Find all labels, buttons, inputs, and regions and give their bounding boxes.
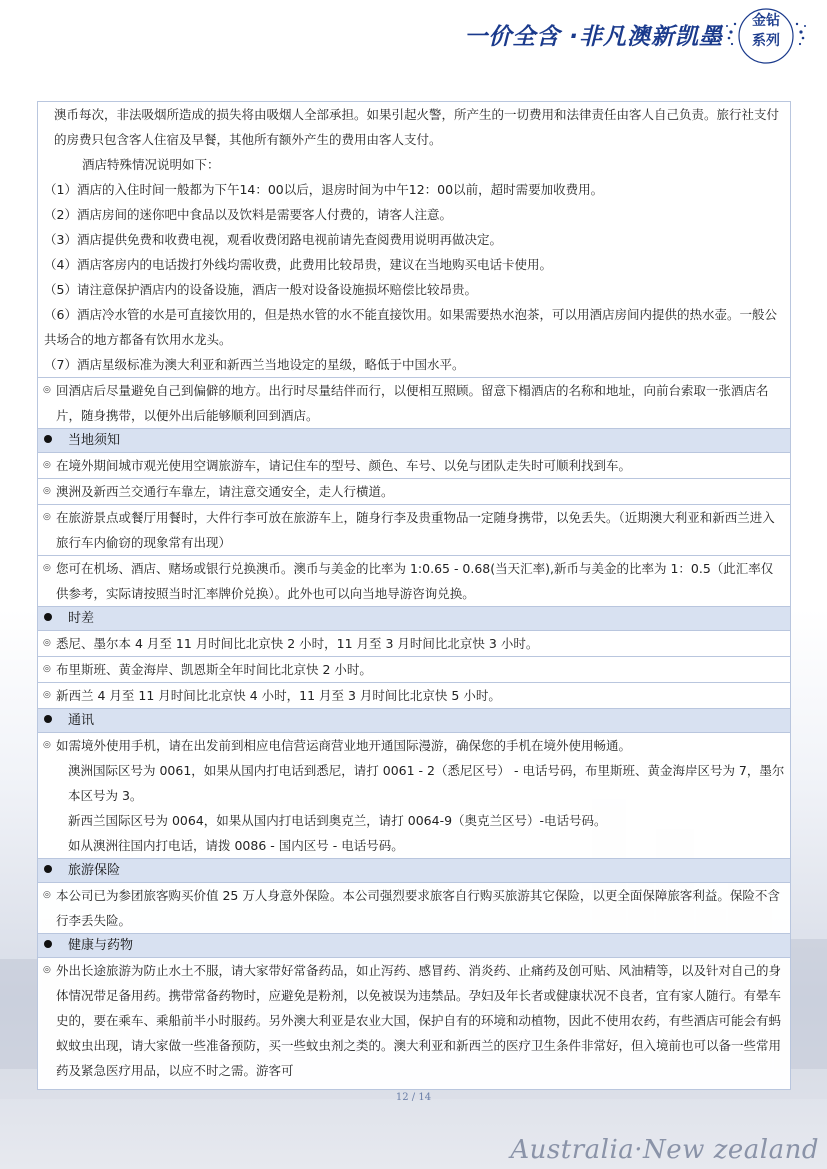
- content-table: [37, 101, 791, 1090]
- bullet-icon: ◎: [43, 690, 51, 700]
- list-item: [38, 657, 790, 683]
- list-item: [38, 733, 790, 758]
- list-item: [38, 505, 790, 556]
- section-marker-icon: [44, 435, 52, 443]
- section-header-local: [38, 429, 790, 453]
- bullet-icon: ◎: [43, 512, 51, 522]
- section-marker-icon: [44, 865, 52, 873]
- bullet-icon: ◎: [43, 486, 51, 496]
- series-label: [746, 11, 786, 51]
- list-item: [38, 683, 790, 709]
- list-item: [38, 958, 790, 1083]
- section-header-insurance: [38, 859, 790, 883]
- hotel-rule-3: （3）酒店提供免费和收费电视，观看收费闭路电视前请先查阅费用说明再做决定。: [44, 232, 502, 247]
- home-dial-info: 如从澳洲往国内打电话，请拨 0086 - 国内区号 - 电话号码。: [68, 838, 404, 853]
- footer-brand: Australia·New zealand: [510, 1135, 819, 1165]
- list-item-text: 悉尼、墨尔本 4 月至 11 月时间比北京快 2 小时，11 月至 3 月时间比北京快 3 小时。: [56, 636, 539, 651]
- hotel-rule-5: （5）请注意保护酒店内的设备设施，酒店一般对设备设施损坏赔偿比较昂贵。: [44, 282, 477, 297]
- list-item-text: 新西兰 4 月至 11 月时间比北京快 4 小时，11 月至 3 月时间比北京快 5 小时。: [56, 688, 501, 703]
- series-line-2: 系列: [752, 33, 780, 49]
- list-item: [38, 556, 790, 607]
- intro-paragraph: 澳币每次，非法吸烟所造成的损失将由吸烟人全部承担。如果引起火警，所产生的一切费用和法律责任由客人自己负责。旅行社支付的房费只包含客人住宿及早餐，其他所有额外产生的费用由客人支付。: [54, 107, 780, 147]
- bullet-icon: ◎: [43, 740, 51, 750]
- list-item: [38, 378, 790, 429]
- hotel-special-heading: 酒店特殊情况说明如下：: [82, 157, 220, 172]
- australia-dial-info: 澳洲国际区号为 0061，如果从国内打电话到悉尼，请打 0061 - 2（悉尼区号） - 电话号码，布里斯班、黄金海岸区号为 7，墨尔本区号为 3。: [68, 763, 785, 803]
- bullet-icon: ◎: [43, 563, 51, 573]
- list-item: [38, 631, 790, 657]
- section-title: 时差: [68, 611, 95, 626]
- hotel-rule-4: （4）酒店客房内的电话拨打外线均需收费，此费用比较昂贵，建议在当地购买电话卡使用。: [44, 257, 552, 272]
- hotel-rule-1: （1）酒店的入住时间一般都为下午14：00以后，退房时间为中午12：00以前，超时需要加收费用。: [44, 182, 604, 197]
- bullet-icon: ◎: [43, 890, 51, 900]
- section-marker-icon: [44, 715, 52, 723]
- page-number: 12 / 14: [395, 1092, 432, 1103]
- bullet-icon: ◎: [43, 460, 51, 470]
- section-header-timezone: [38, 607, 790, 631]
- section-title: 旅游保险: [68, 863, 121, 878]
- hotel-rule-6: （6）酒店冷水管的水是可直接饮用的，但是热水管的水不能直接饮用。如果需要热水泡茶，可以用酒店房间内提供的热水壶。一般公共场合的地方都备有饮用水龙头。: [44, 307, 777, 347]
- section-header-communication: [38, 709, 790, 733]
- list-item-text: 本公司已为参团旅客购买价值 25 万人身意外保险。本公司强烈要求旅客自行购买旅游其它保险，以更全面保障旅客利益。保险不含行李丢失险。: [56, 888, 780, 928]
- newzealand-dial-info: 新西兰国际区号为 0064，如果从国内打电话到奥克兰，请打 0064-9（奥克兰区号）-电话号码。: [68, 813, 607, 828]
- series-line-1: 金钻: [752, 13, 780, 29]
- section-title: 当地须知: [68, 433, 121, 448]
- section-title: 通讯: [68, 713, 95, 728]
- list-item-text: 外出长途旅游为防止水土不服，请大家带好常备药品，如止泻药、感冒药、消炎药、止痛药及创可贴、风油精等，以及针对自己的身体情况带足备用药。携带常备药物时，应避免是粉剂，以免被误为违禁品。孕妇及年长者或健康状况不良者，宜有家人随行。有晕车史的，要在乘车、乘船前半小时服药。另外澳大利亚是农业大国，保护自有的环境和动植物，因此不使用农药，有些酒店可能会有蚂蚁蚊虫出现，请大家做一些准备预防，买一些蚊虫剂之类的。澳大利亚和新西兰的医疗卫生条件非常好，但入境前也可以备一些常用药及紧急医疗用品，以应不时之需。游客可: [56, 963, 782, 1078]
- communication-block: [38, 733, 790, 859]
- list-item-text: 如需境外使用手机，请在出发前到相应电信营运商营业地开通国际漫游，确保您的手机在境外使用畅通。: [56, 738, 632, 753]
- bullet-icon: ◎: [43, 385, 51, 395]
- bullet-icon: ◎: [43, 965, 51, 975]
- header-title: 一价全含 ·非凡澳新凯墨: [464, 24, 723, 50]
- section-title: 健康与药物: [68, 938, 134, 953]
- list-item: [38, 453, 790, 479]
- section-marker-icon: [44, 940, 52, 948]
- list-item-text: 布里斯班、黄金海岸、凯恩斯全年时间比北京快 2 小时。: [56, 662, 372, 677]
- list-item: [38, 883, 790, 934]
- list-item-text: 在旅游景点或餐厅用餐时，大件行李可放在旅游车上，随身行李及贵重物品一定随身携带，以免丢失。（近期澳大利亚和新西兰进入旅行车内偷窃的现象常有出现）: [56, 510, 775, 550]
- list-item-text: 澳洲及新西兰交通行车靠左，请注意交通安全，走人行横道。: [56, 484, 394, 499]
- hotel-return-text: 回酒店后尽量避免自己到偏僻的地方。出行时尽量结伴而行，以便相互照顾。留意下榻酒店的名称和地址，向前台索取一张酒店名片，随身携带，以便外出后能够顺利回到酒店。: [56, 383, 769, 423]
- hotel-rule-7: （7）酒店星级标准为澳大利亚和新西兰当地设定的星级，略低于中国水平。: [44, 357, 465, 372]
- bullet-icon: ◎: [43, 638, 51, 648]
- list-item-text: 在境外期间城市观光使用空调旅游车，请记住车的型号、颜色、车号、以免与团队走失时可顺利找到车。: [56, 458, 632, 473]
- section-marker-icon: [44, 613, 52, 621]
- bullet-icon: ◎: [43, 664, 51, 674]
- section-header-health: [38, 934, 790, 958]
- hotel-notes-block: [38, 102, 790, 378]
- list-item: [38, 479, 790, 505]
- hotel-rule-2: （2）酒店房间的迷你吧中食品以及饮料是需要客人付费的，请客人注意。: [44, 207, 452, 222]
- list-item-text: 您可在机场、酒店、赌场或银行兑换澳币。澳币与美金的比率为 1:0.65 - 0.68(当天汇率),新币与美金的比率为 1：0.5（此汇率仅供参考，实际请按照当时汇率牌价兑换）。此外也可以向当地导游咨询兑换。: [56, 561, 774, 601]
